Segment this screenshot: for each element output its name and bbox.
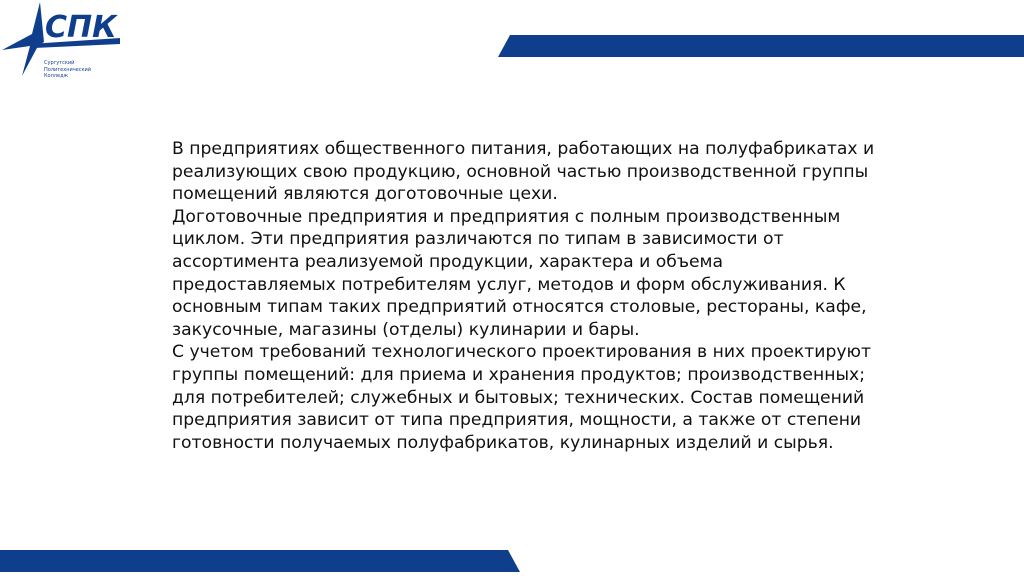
paragraph-3: С учетом требований технологического проектирования в них проектируют группы помещений: для приема и хранения продуктов; производственных; для потребителей; служебных и бытовых; технических. Состав помещений предприятия зависит от типа предприятия, мощности, а также от степени готовности получаемых полуфабрикатов, кулинарных изделий и сырья. <box>172 342 872 453</box>
bottom-stripe <box>0 550 520 572</box>
logo-subtitle: Сургутский Политехнический Колледж <box>44 60 92 79</box>
college-logo <box>0 0 130 90</box>
paragraph-2: Доготовочные предприятия и предприятия с полным производственным циклом. Эти предприятия различаются по типам в зависимости от ассортимента реализуемой продукции, характера и объема предоставляемых потребителям услуг, методов и форм обслуживания. К основным типам таких предприятий относятся столовые, рестораны, кафе, закусочные, магазины (отделы) кулинарии и бары. <box>172 206 867 340</box>
paragraph-1: В предприятиях общественного питания, работающих на полуфабрикатах и реализующих свою продукцию, основной частью производственной группы помещений являются доготовочные цехи. <box>172 139 875 205</box>
body-text <box>172 138 892 454</box>
top-stripe <box>498 35 1024 57</box>
logo-abbr: СПК <box>45 10 117 45</box>
